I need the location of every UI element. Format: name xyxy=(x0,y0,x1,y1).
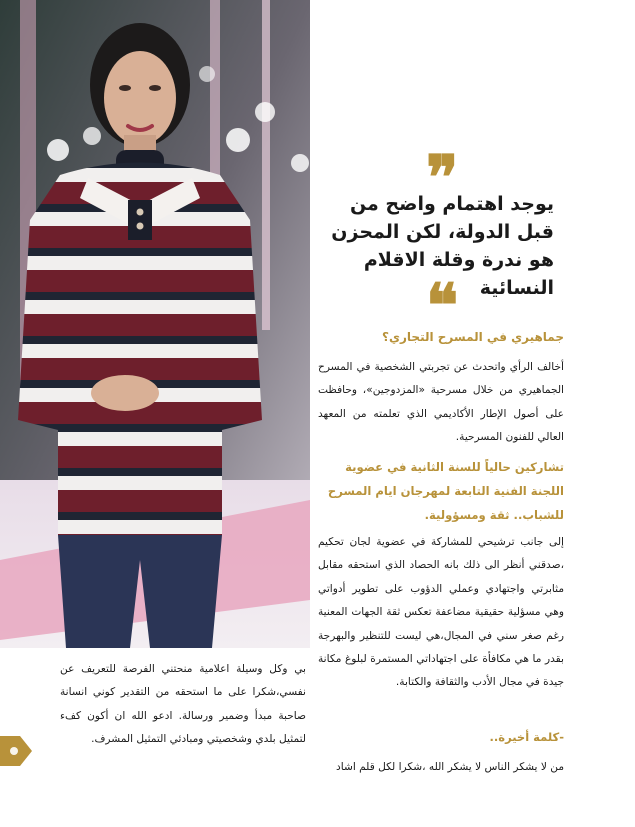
answer-3-continued: بي وكل وسيلة اعلامية منحتني الفرصة للتعريف عن نفسي،شكرا على ما استحقه من التقدير كوني انسانة صاحبة مبدأ وضمير ورسالة. ادعو الله ان أكون كفء لتمثيل بلدي وشخصيتي ومبادئي التمثيل المشرف. xyxy=(60,663,306,746)
question-3-heading: -كلمة أخيرة.. xyxy=(489,730,564,744)
answer-2-paragraph: إلى جانب ترشيحي للمشاركة في عضوية لجان تحكيم ،صدقني أنظر الى ذلك بانه الحصاد الذي استحقه مقابل مثابرتي واجتهادي وعملي الدؤوب على تطوير أدواتي وهي مسؤلية حقيقية مضاعفة تعكس ثقة الجهات المعنية رغم صغر سني في المجال،هي ليست للتنظير والبهرجة بقدر ما هي مكافأة على اجتهاداتي المستمرة لبلوغ مكانة جيدة في مجال الأدب والثقافة والكتابة. xyxy=(318,536,564,689)
answer-3-start: من لا يشكر الناس لا يشكر الله ،شكرا لكل قلم اشاد xyxy=(336,761,564,773)
woman-portrait-illustration xyxy=(0,0,310,648)
question-1-heading: جماهيري في المسرح التجاري؟ xyxy=(382,330,564,344)
answer-1-paragraph: أخالف الرأي واتحدث عن تجربتي الشخصية في المسرح الجماهيري من خلال مسرحية «المزدوجين»، وحافظت على أصول الإطار الأكاديمي الذي تعلمته من المعهد العالي للفنون المسرحية. xyxy=(318,361,564,444)
article-photo xyxy=(0,0,310,648)
question-2-heading: تشاركين حالياً للسنة الثانية في عضوية اللجنة الفنية التابعة لمهرجان ايام المسرح للشباب.. ثقة ومسؤولية. xyxy=(327,460,564,522)
quote-open-icon: ❞ xyxy=(426,143,459,213)
quote-close-icon: ❝ xyxy=(426,271,459,341)
page-marker-icon xyxy=(0,736,32,766)
pull-quote: يوجد اهتمام واضح من قبل الدولة، لكن المحزن هو ندرة وقلة الاقلام النسائية xyxy=(331,193,554,299)
